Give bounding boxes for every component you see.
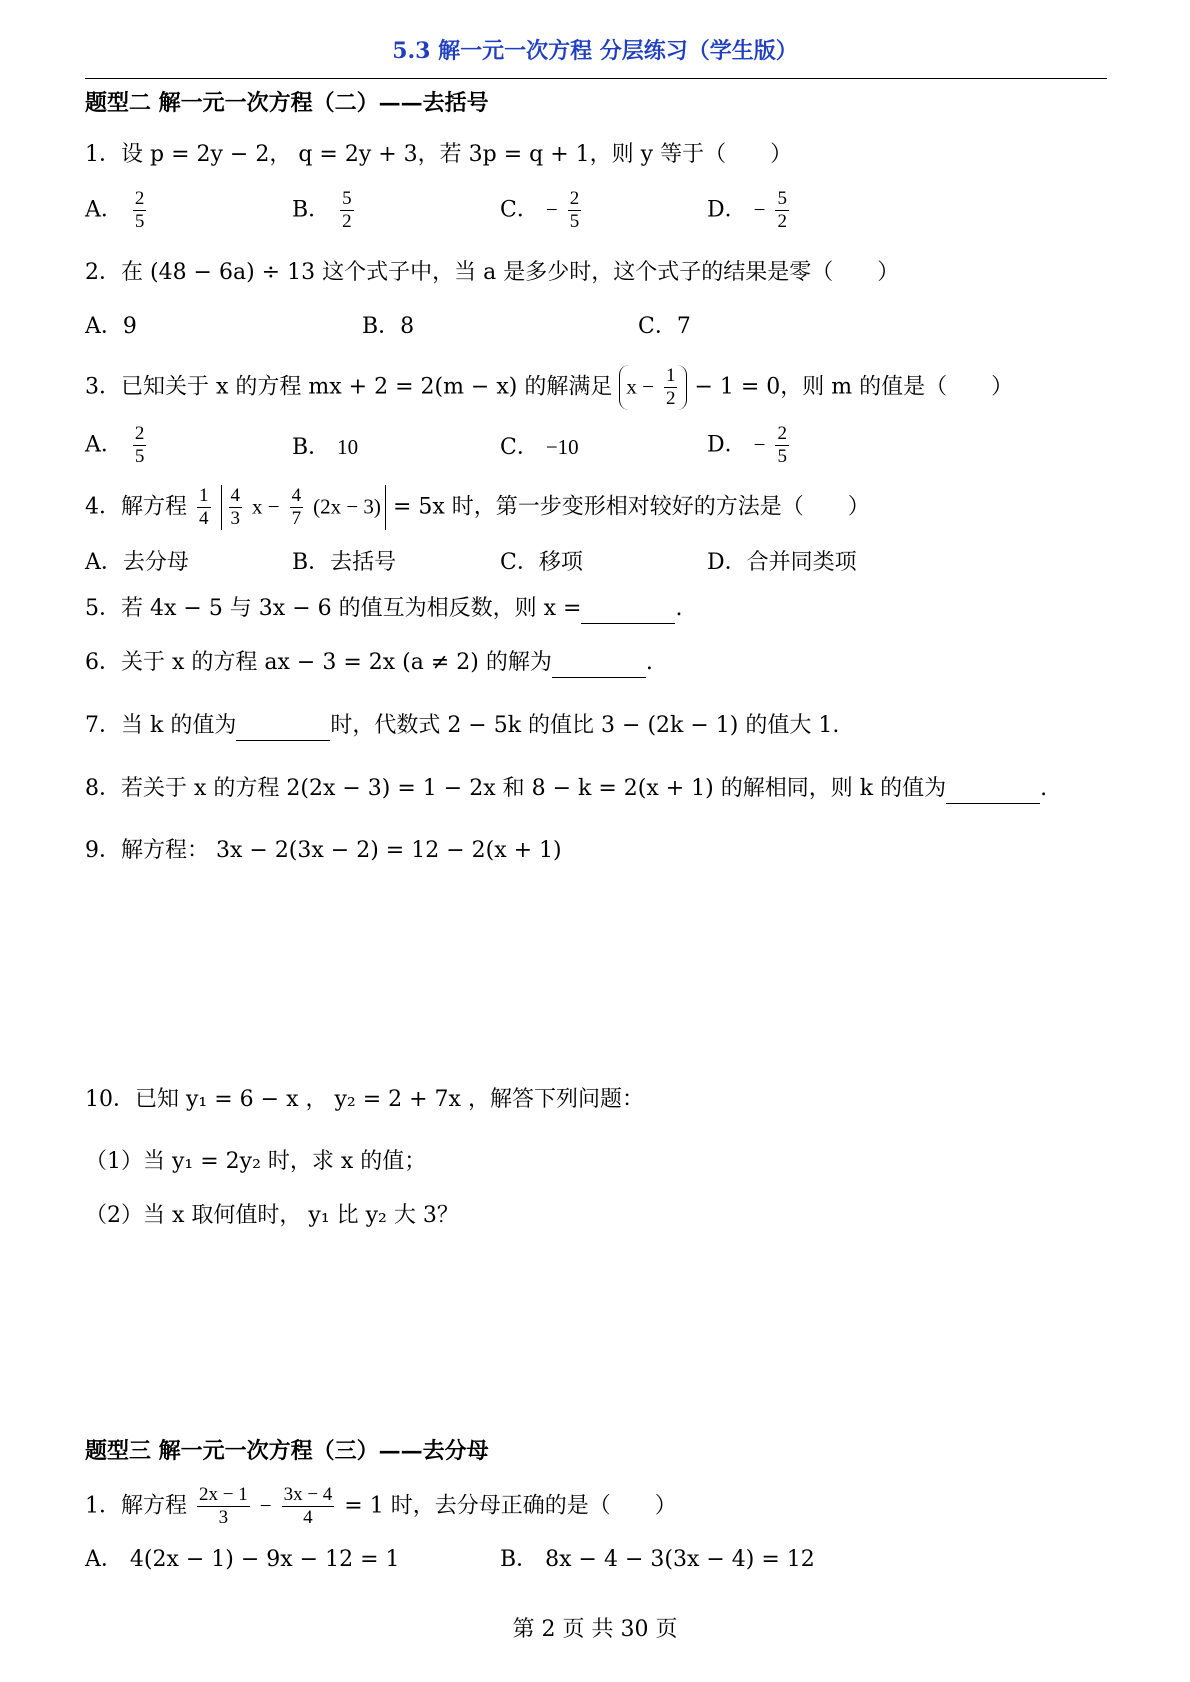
question-6: 6．关于 x 的方程 ax − 3 = 2x (a ≠ 2) 的解为 . [85, 648, 653, 678]
s3-q1-option-b: B． 8x − 4 − 3(3x − 4) = 12 [500, 1547, 815, 1572]
option-label: A． [85, 197, 123, 223]
header-divider [85, 78, 1107, 79]
absolute-value-expression: x − $\frac{1}{2}$ [619, 365, 687, 410]
fraction: $\frac{2}{5}$ [134, 188, 145, 232]
q2-option-b: B．8 [362, 314, 415, 339]
option-label: B． [292, 197, 331, 223]
answer-blank[interactable] [581, 601, 675, 624]
question-10-part-2: （2）当 x 取何值时， y₁ 比 y₂ 大 3？ [85, 1203, 459, 1228]
q4-option-c: C．移项 [500, 550, 583, 575]
question-1-stem: 1．设 p = 2y − 2， q = 2y + 3，若 3p = q + 1，则 y 等于（ ） [85, 142, 793, 167]
question-7: 7．当 k 的值为 时，代数式 2 − 5k 的值比 3 − (2k − 1) 的值大 1. [85, 711, 839, 741]
answer-blank[interactable] [552, 655, 646, 678]
q1-option-d: D． − $\frac{5}{2}$ [707, 188, 787, 232]
question-10-stem: 10．已知 y₁ = 6 − x ， y₂ = 2 + 7x ，解答下列问题： [85, 1087, 644, 1112]
question-9: 9．解方程： 3x − 2(3x − 2) = 12 − 2(x + 1) [85, 838, 562, 863]
q3-option-c: C． −10 [500, 435, 579, 460]
section3-question-1-stem: 1．解方程 $\frac{2x - 1}{3}$ − $\frac{3x - 4}{4}$ = 1 时，去分母正确的是（ ） [85, 1484, 677, 1528]
q1-option-a [85, 188, 149, 233]
bracket-expression: $\frac{4}{3}$ x − $\frac{4}{7}$ (2x − 3) [221, 485, 386, 530]
fraction: $\frac{5}{2}$ [777, 188, 787, 232]
answer-blank[interactable] [946, 781, 1040, 804]
s3-q1-option-a: A． 4(2x − 1) − 9x − 12 = 1 [85, 1547, 400, 1572]
q3-option-b: B． 10 [292, 435, 359, 460]
question-3-stem: 3．已知关于 x 的方程 mx + 2 = 2(m − x) 的解满足 x − $\frac{1}{2}$ − 1 = 0，则 m 的值是（ ） [85, 365, 1014, 409]
fraction: $\frac{5}{2}$ [342, 188, 352, 232]
q4-option-d: D．合并同类项 [707, 550, 857, 575]
answer-blank[interactable] [236, 718, 330, 741]
q1-option-c: C． − $\frac{2}{5}$ [500, 188, 580, 232]
section-title-3: 题型三 解一元一次方程（三）——去分母 [85, 1438, 489, 1464]
question-5: 5．若 4x − 5 与 3x − 6 的值互为相反数，则 x = . [85, 594, 682, 624]
q3-option-a: A． $\frac{2}{5}$ [85, 423, 145, 467]
q2-option-c: C．7 [638, 314, 691, 339]
q4-option-a: A．去分母 [85, 550, 189, 575]
option-label: D． [707, 197, 747, 223]
question-8: 8．若关于 x 的方程 2(2x − 3) = 1 − 2x 和 8 − k = 2(x + 1) 的解相同，则 k 的值为 . [85, 774, 1047, 804]
page-footer: 第 2 页 共 30 页 [512, 1617, 678, 1642]
option-label: C． [500, 197, 539, 223]
q2-option-a: A．9 [85, 314, 137, 339]
section-title-2: 题型二 解一元一次方程（二）——去括号 [85, 90, 489, 116]
q1-option-b [292, 188, 357, 233]
question-4-stem: 4．解方程 $\frac{1}{4}$ $\frac{4}{3}$ x − $\frac{4}{7}$ (2x − 3) = 5x 时，第一步变形相对较好的方法是（ ） [85, 485, 870, 529]
question-2-stem: 2．在 (48 − 6a) ÷ 13 这个式子中，当 a 是多少时，这个式子的结果是零（ ） [85, 260, 900, 285]
q3-option-d: D． − $\frac{2}{5}$ [707, 423, 787, 467]
question-10-part-1: （1）当 y₁ = 2y₂ 时，求 x 的值； [85, 1149, 427, 1174]
q4-option-b: B．去括号 [292, 550, 397, 575]
fraction: $\frac{2}{5}$ [569, 188, 580, 232]
document-title: 5.3 解一元一次方程 分层练习（学生版） [392, 38, 798, 64]
